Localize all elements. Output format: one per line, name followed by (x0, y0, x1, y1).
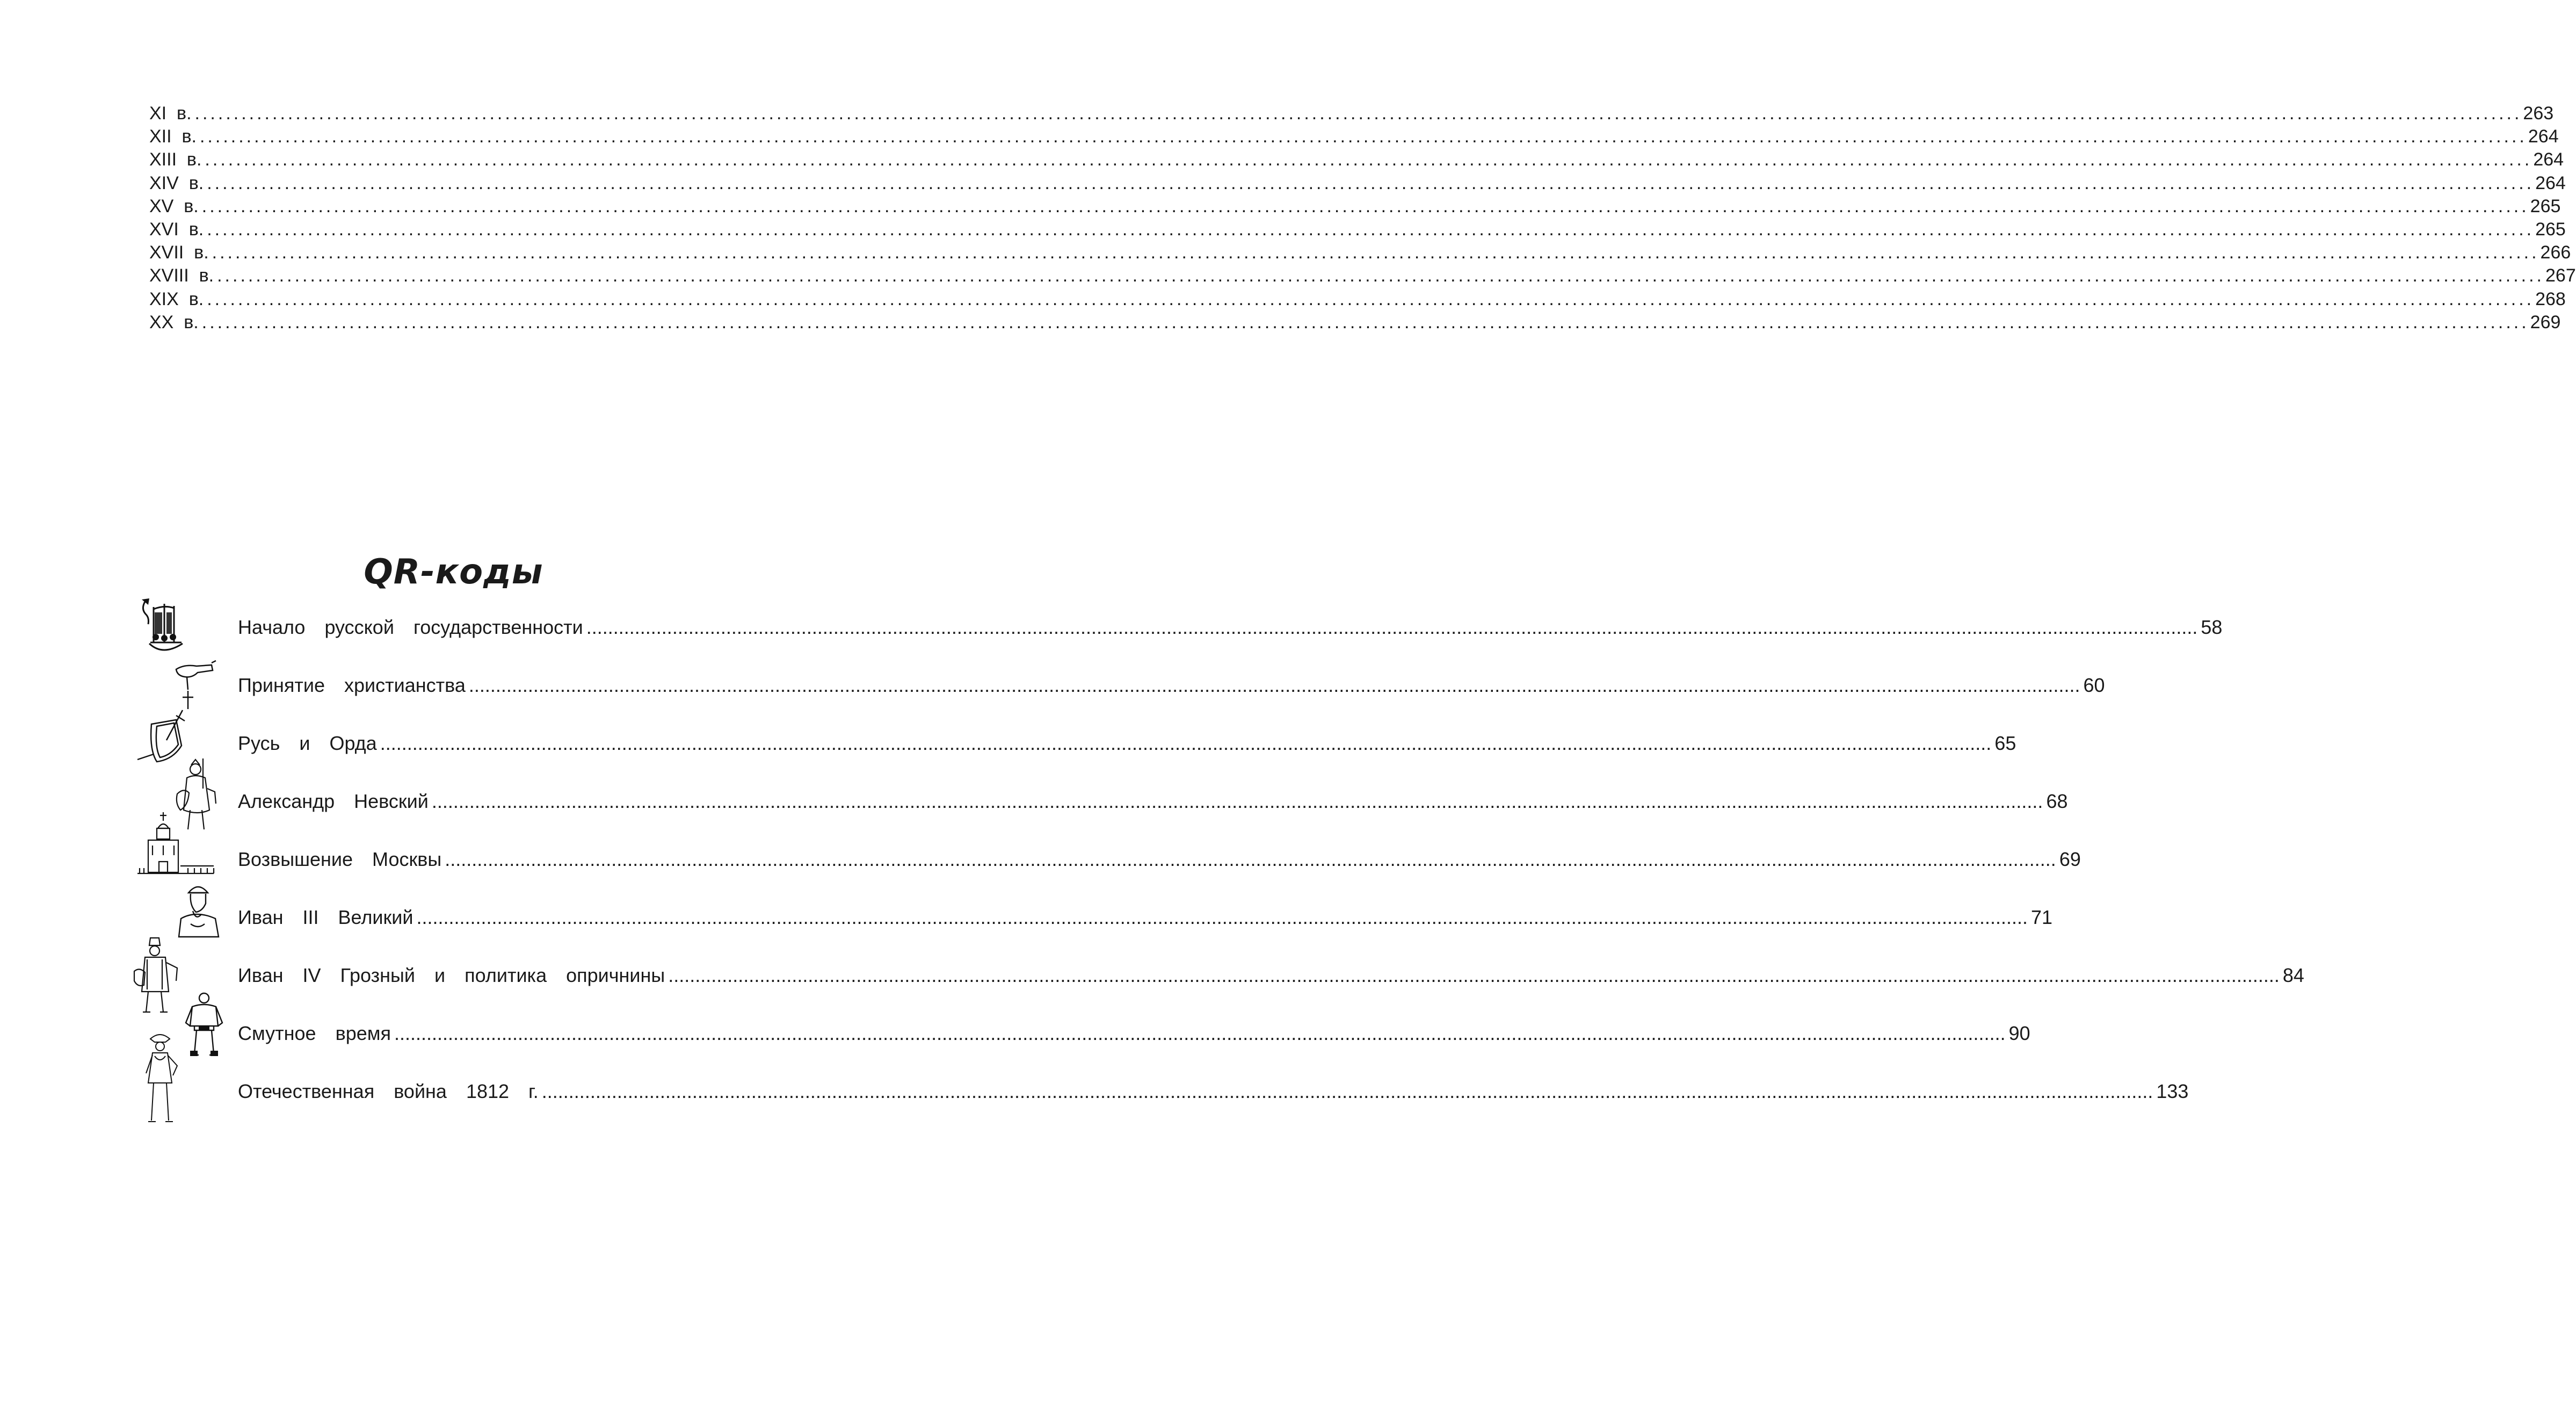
toc-row (149, 195, 2561, 218)
leader-dots: ............................................................................................................................................................................................................................................................................................................ (199, 126, 2527, 147)
leader-dots: ............................................................................................................................................................................................................................................................................................................ (445, 848, 2056, 870)
toc-row (149, 172, 2566, 195)
toc-row (149, 311, 2561, 334)
section-title: QR-коды (364, 552, 543, 592)
leader-dots: ............................................................................................................................................................................................................................................................................................................ (586, 616, 2198, 638)
strongman-icon (183, 991, 226, 1060)
qr-toc-page-number: 68 (2046, 790, 2068, 812)
qr-toc-page-number: 90 (2008, 1022, 2030, 1044)
centuries-toc (149, 102, 2576, 334)
toc-page-number: 264 (2528, 126, 2559, 147)
toc-page-number: 267 (2545, 265, 2576, 286)
toc-label: XVII в. (149, 242, 209, 263)
church-icon (135, 810, 216, 880)
qr-toc-row[interactable] (238, 612, 2223, 670)
toc-label: XIV в. (149, 172, 204, 193)
leader-dots: ............................................................................................................................................................................................................................................................................................................ (416, 906, 2028, 928)
toc-page-number: 265 (2535, 219, 2566, 240)
napoleon-icon (139, 1031, 187, 1128)
leader-dots: ............................................................................................................................................................................................................................................................................................................ (394, 1022, 2006, 1044)
qr-toc (238, 612, 2304, 1135)
qr-toc-row[interactable] (238, 844, 2081, 902)
leader-dots: ............................................................................................................................................................................................................................................................................................................ (205, 149, 2533, 170)
leader-dots: ............................................................................................................................................................................................................................................................................................................ (207, 288, 2535, 309)
toc-page-number: 268 (2535, 288, 2566, 309)
leader-dots: ............................................................................................................................................................................................................................................................................................................ (468, 674, 2080, 696)
toc-page-number: 263 (2523, 103, 2554, 124)
qr-toc-label: Смутное время (238, 1022, 391, 1044)
leader-dots: ............................................................................................................................................................................................................................................................................................................ (217, 265, 2544, 286)
leader-dots: ............................................................................................................................................................................................................................................................................................................ (541, 1080, 2153, 1102)
toc-label: XII в. (149, 126, 197, 147)
toc-row (149, 218, 2566, 241)
toc-label: XVIII в. (149, 265, 214, 286)
qr-toc-row[interactable] (238, 902, 2053, 960)
toc-label: XI в. (149, 103, 192, 124)
leader-dots: ............................................................................................................................................................................................................................................................................................................ (201, 196, 2529, 216)
qr-toc-page-number: 71 (2031, 906, 2053, 928)
leader-dots: ............................................................................................................................................................................................................................................................................................................ (380, 732, 1992, 754)
leader-dots: ............................................................................................................................................................................................................................................................................................................ (431, 790, 2043, 812)
toc-label: XX в. (149, 312, 199, 333)
leader-dots: ............................................................................................................................................................................................................................................................................................................ (201, 312, 2529, 333)
leader-dots: ............................................................................................................................................................................................................................................................................................................ (212, 242, 2539, 263)
toc-row (149, 264, 2576, 287)
toc-page-number: 264 (2533, 149, 2564, 170)
toc-row (149, 102, 2554, 125)
qr-toc-page-number: 69 (2059, 848, 2081, 870)
qr-toc-row[interactable] (238, 670, 2105, 728)
qr-toc-label: Возвышение Москвы (238, 848, 442, 870)
toc-page-number: 265 (2530, 196, 2561, 216)
qr-toc-page-number: 84 (2282, 964, 2304, 986)
toc-label: XIX в. (149, 288, 204, 309)
qr-toc-row[interactable] (238, 960, 2304, 1018)
toc-page-number: 264 (2535, 172, 2566, 193)
qr-toc-row[interactable] (238, 1018, 2030, 1076)
qr-toc-label: Русь и Орда (238, 732, 377, 754)
viking-ship-icon (139, 596, 187, 661)
qr-toc-row[interactable] (238, 1076, 2189, 1135)
qr-toc-label: Александр Невский (238, 790, 429, 812)
qr-toc-page-number: 60 (2083, 674, 2105, 696)
hand-with-cross-icon (171, 660, 219, 713)
qr-toc-label: Начало русской государственности (238, 616, 583, 638)
qr-toc-label: Отечественная война 1812 г. (238, 1080, 539, 1102)
qr-toc-page-number: 133 (2156, 1080, 2189, 1102)
toc-label: XV в. (149, 196, 199, 216)
tsar-ivan-iv-icon (129, 936, 183, 1016)
qr-toc-page-number: 58 (2201, 616, 2223, 638)
leader-dots: ............................................................................................................................................................................................................................................................................................................ (194, 103, 2522, 124)
toc-page-number: 266 (2540, 242, 2571, 263)
tsar-ivan-iii-icon (175, 881, 223, 940)
toc-row (149, 241, 2571, 264)
toc-row (149, 288, 2566, 311)
qr-toc-row[interactable] (238, 728, 2016, 786)
qr-toc-label: Иван IV Грозный и политика опричнины (238, 964, 665, 986)
qr-toc-label: Принятие христианства (238, 674, 466, 696)
toc-row (149, 125, 2559, 148)
leader-dots: ............................................................................................................................................................................................................................................................................................................ (207, 172, 2535, 193)
toc-page-number: 269 (2530, 312, 2561, 333)
qr-toc-page-number: 65 (1994, 732, 2016, 754)
leader-dots: ............................................................................................................................................................................................................................................................................................................ (207, 219, 2535, 240)
toc-label: XIII в. (149, 149, 202, 170)
qr-toc-row[interactable] (238, 786, 2068, 844)
toc-row (149, 148, 2564, 171)
qr-toc-label: Иван III Великий (238, 906, 413, 928)
toc-label: XVI в. (149, 219, 204, 240)
leader-dots: ............................................................................................................................................................................................................................................................................................................ (668, 964, 2280, 986)
